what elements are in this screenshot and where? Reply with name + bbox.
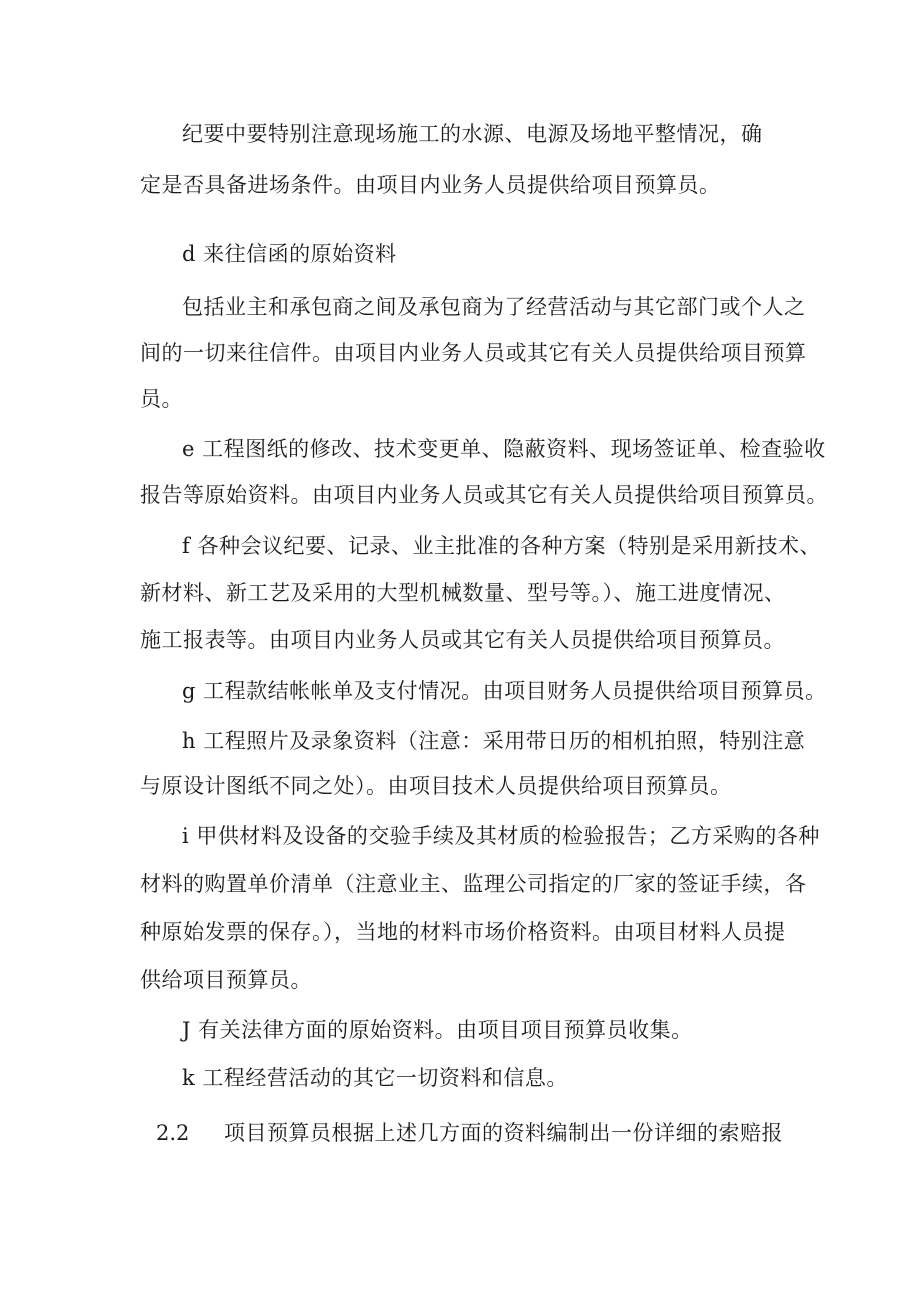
paragraph-line: 材料的购置单价清单（注意业主、监理公司指定的厂家的签证手续，各: [140, 872, 807, 896]
item-i: i 甲供材料及设备的交验手续及其材质的检验报告；乙方采购的各种: [182, 824, 820, 848]
paragraph-line: 种原始发票的保存。），当地的材料市场价格资料。由项目材料人员提: [140, 920, 786, 944]
section-number: 2.2: [156, 1121, 190, 1145]
paragraph-line: 员。: [140, 387, 183, 411]
paragraph-line: 新材料、新工艺及采用的大型机械数量、型号等。）、施工进度情况、: [140, 581, 786, 605]
item-j: J 有关法律方面的原始资料。由项目项目预算员收集。: [182, 1018, 693, 1042]
paragraph-line: 供给项目预算员。: [140, 968, 312, 992]
item-k: k 工程经营活动的其它一切资料和信息。: [182, 1066, 568, 1090]
paragraph-line: 间的一切来往信件。由项目内业务人员或其它有关人员提供给项目预算: [140, 341, 807, 365]
paragraph-line: 施工报表等。由项目内业务人员或其它有关人员提供给项目预算员。: [140, 628, 785, 652]
paragraph-line: 与原设计图纸不同之处）。由项目技术人员提供给项目预算员。: [140, 774, 732, 798]
item-heading-d: d 来往信函的原始资料: [182, 242, 397, 266]
section-text: 项目预算员根据上述几方面的资料编制出一份详细的索赔报: [224, 1121, 783, 1145]
paragraph-line: 包括业主和承包商之间及承包商为了经营活动与其它部门或个人之: [182, 295, 806, 319]
item-e: e 工程图纸的修改、技术变更单、隐蔽资料、现场签证单、检查验收: [182, 437, 826, 461]
item-g: g 工程款结帐帐单及支付情况。由项目财务人员提供给项目预算员。: [182, 679, 827, 703]
item-h: h 工程照片及录象资料（注意：采用带日历的相机拍照，特别注意: [182, 729, 806, 753]
paragraph-line: 纪要中要特别注意现场施工的水源、电源及场地平整情况，确: [182, 122, 763, 146]
paragraph-line: 报告等原始资料。由项目内业务人员或其它有关人员提供给项目预算员。: [140, 483, 828, 507]
item-f: f 各种会议纪要、记录、业主批准的各种方案（特别是采用新技术、: [182, 534, 821, 558]
paragraph-line: 定是否具备进场条件。由项目内业务人员提供给项目预算员。: [140, 173, 721, 197]
